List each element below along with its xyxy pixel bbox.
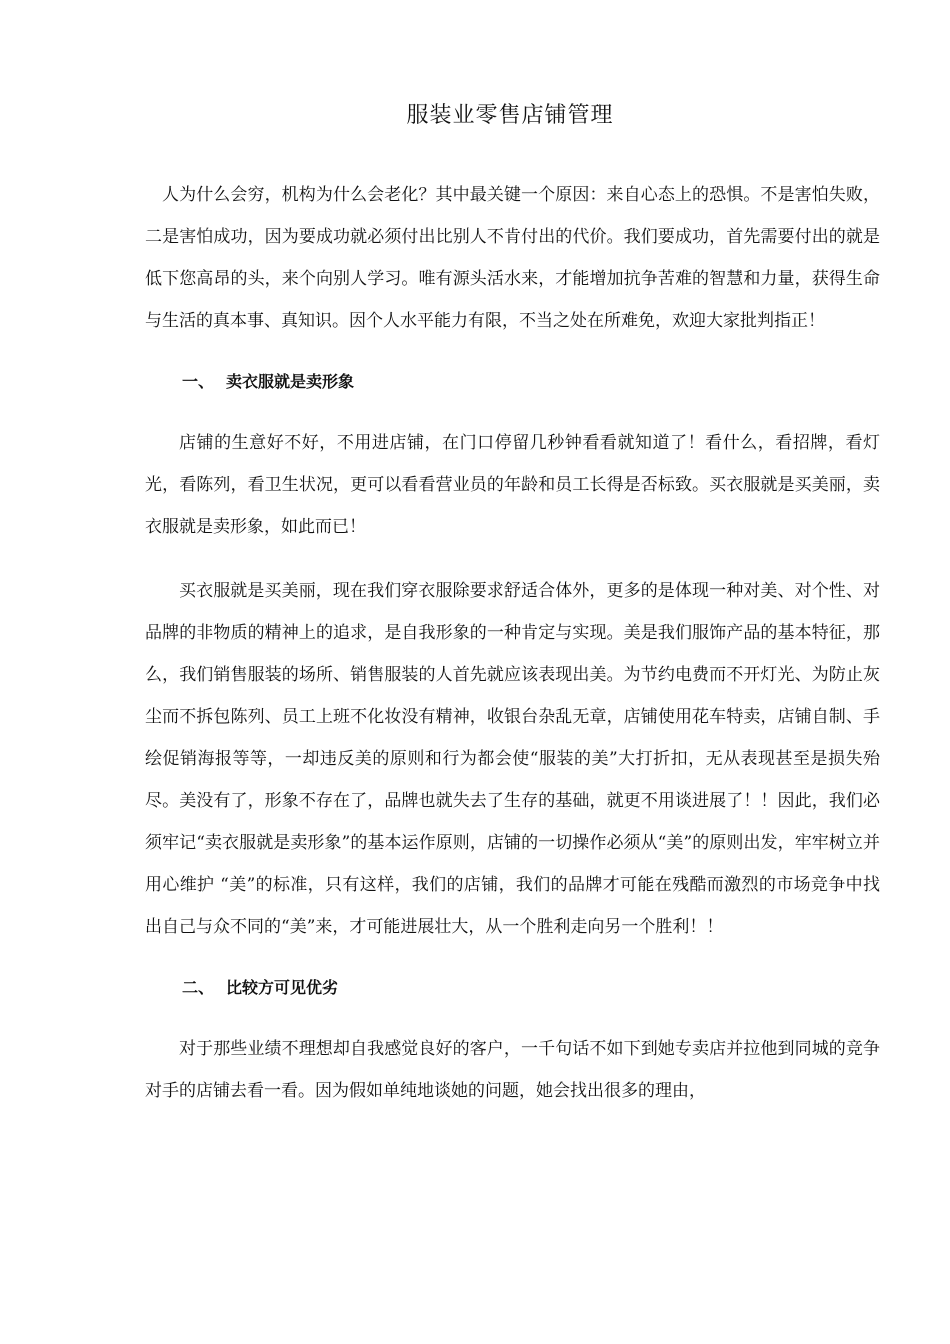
document-body — [145, 174, 880, 1134]
section-title-1: 卖衣服就是卖形象 — [226, 372, 355, 391]
section-heading-1 — [145, 364, 880, 400]
intro-paragraph: 人为什么会穷，机构为什么会老化？其中最关键一个原因：来自心态上的恐惧。不是害怕失败，二是害怕成功，因为要成功就必须付出比别人不肯付出的代价。我们要成功，首先需要付出的就是低下您高昂的头，来个向别人学习。唯有源头活水来，才能增加抗争苦难的智慧和力量，获得生命与生活的真本事、真知识。因个人水平能力有限，不当之处在所难免，欢迎大家批判指正！ — [145, 185, 880, 331]
section-1-paragraph-1: 店铺的生意好不好，不用进店铺，在门口停留几秒钟看看就知道了！看什么，看招牌，看灯光，看陈列，看卫生状况，更可以看看营业员的年龄和员工长得是否标致。买衣服就是买美丽，卖衣服就是卖形象，如此而已！ — [145, 433, 880, 537]
section-number-1: 一、 — [182, 372, 215, 391]
section-2-paragraph-1: 对于那些业绩不理想却自我感觉良好的客户，一千句话不如下到她专卖店并拉他到同城的竞争对手的店铺去看一看。因为假如单纯地谈她的问题，她会找出很多的理由， — [145, 1039, 880, 1101]
section-1-paragraph-2: 买衣服就是买美丽，现在我们穿衣服除要求舒适合体外，更多的是体现一种对美、对个性、对品牌的非物质的精神上的追求，是自我形象的一种肯定与实现。美是我们服饰产品的基本特征，那么，我们销售服装的场所、销售服装的人首先就应该表现出美。为节约电费而不开灯光、为防止灰尘而不拆包陈列、员工上班不化妆没有精神，收银台杂乱无章，店铺使用花车特卖，店铺自制、手绘促销海报等等，一却违反美的原则和行为都会使“服装的美”大打折扣，无从表现甚至是损失殆尽。美没有了，形象不存在了，品牌也就失去了生存的基础，就更不用谈进展了！！因此，我们必须牢记“卖衣服就是卖形象”的基本运作原则，店铺的一切操作必须从“美”的原则出发，牢牢树立并用心维护 “美”的标准，只有这样，我们的店铺，我们的品牌才可能在残酷而激烈的市场竞争中找出自己与众不同的“美”来，才可能进展壮大，从一个胜利走向另一个胜利！！ — [145, 581, 880, 937]
document-title: 服装业零售店铺管理 — [406, 103, 614, 128]
section-title-2: 比较方可见优劣 — [226, 978, 339, 997]
section-number-2: 二、 — [182, 978, 215, 997]
section-heading-2 — [145, 970, 880, 1006]
